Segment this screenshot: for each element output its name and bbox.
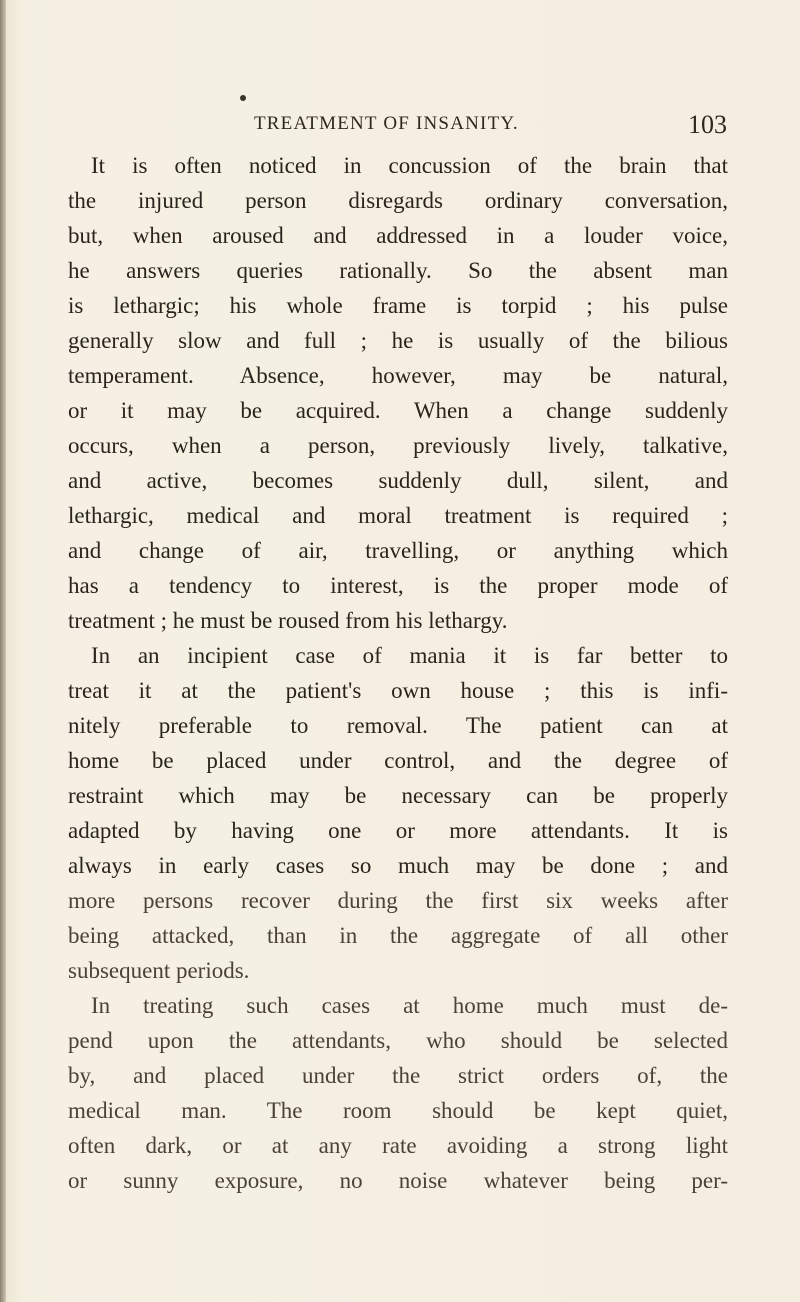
text-line: he answers queries rationally. So the absent man (68, 258, 728, 283)
text-line: subsequent periods. (68, 958, 250, 983)
page-header (0, 110, 800, 143)
page-number: 103 (688, 110, 727, 139)
text-line: or it may be acquired. When a change suddenly (68, 398, 728, 423)
text-line: temperament. Absence, however, may be natural, (68, 363, 728, 388)
text-line: lethargic, medical and moral treatment is required ; (68, 503, 728, 528)
text-line: the injured person disregards ordinary conversation, (68, 188, 728, 213)
text-line: treatment ; he must be roused from his lethargy. (68, 608, 508, 633)
page-gutter-shadow (0, 0, 6, 1302)
text-line: nitely preferable to removal. The patient can at (68, 713, 728, 738)
text-line: more persons recover during the first six weeks after (68, 888, 728, 913)
text-line: generally slow and full ; he is usually of the bilious (68, 328, 728, 353)
text-line: adapted by having one or more attendants. It is (68, 818, 728, 843)
text-line: occurs, when a person, previously lively, talkative, (68, 433, 728, 458)
text-line: It is often noticed in concussion of the brain that (91, 153, 728, 178)
text-line: always in early cases so much may be done ; and (68, 853, 728, 878)
running-title: TREATMENT OF INSANITY. (254, 113, 519, 134)
text-line: pend upon the attendants, who should be selected (68, 1028, 728, 1053)
text-line: by, and placed under the strict orders of, the (68, 1063, 728, 1088)
text-line: medical man. The room should be kept quiet, (68, 1098, 728, 1123)
text-line: but, when aroused and addressed in a louder voice, (68, 223, 728, 248)
text-line: is lethargic; his whole frame is torpid ; his pulse (68, 293, 728, 318)
text-line: home be placed under control, and the degree of (68, 748, 728, 773)
text-line: and change of air, travelling, or anything which (68, 538, 728, 563)
text-line: or sunny exposure, no noise whatever being per- (68, 1168, 728, 1193)
text-line: restraint which may be necessary can be properly (68, 783, 728, 808)
text-line: In an incipient case of mania it is far better to (91, 643, 728, 668)
text-line: treat it at the patient's own house ; this is infi- (68, 678, 728, 703)
text-line: being attacked, than in the aggregate of all other (68, 923, 728, 948)
text-line: In treating such cases at home much must de- (91, 993, 728, 1018)
text-line: has a tendency to interest, is the proper mode of (68, 573, 728, 598)
text-line: and active, becomes suddenly dull, silent, and (68, 468, 728, 493)
text-line: often dark, or at any rate avoiding a strong light (68, 1133, 728, 1158)
ink-spot (240, 95, 246, 101)
